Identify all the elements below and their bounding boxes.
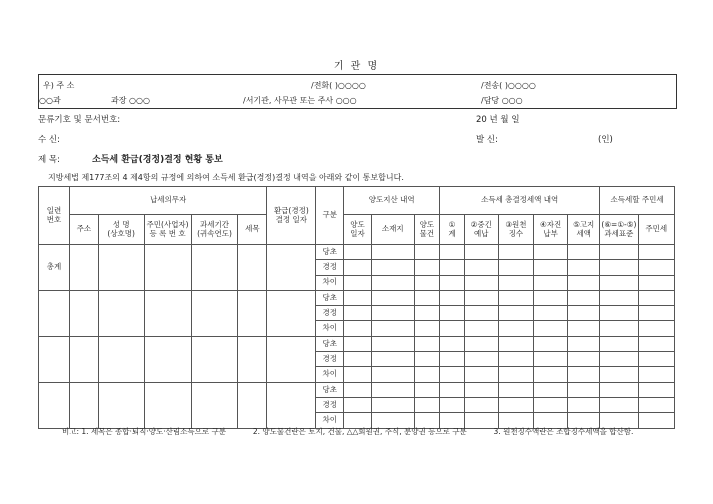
table-cell [440,352,465,367]
table-cell [267,336,316,382]
total-subheader: ① 계 [440,215,465,245]
table-cell [440,260,465,275]
table-cell [534,367,568,382]
table-cell [534,397,568,412]
table-cell [600,336,638,351]
table-cell [568,352,600,367]
fax-field: /전송( )○○○○ [481,81,536,90]
manager-field: /담당 ○○○ [481,96,523,105]
row-type-label: 당초 [316,245,344,260]
table-cell [568,397,600,412]
reg-no-subheader: 주민(사업자) 등 록 번 호 [144,215,191,245]
table-cell [371,367,414,382]
seal-mark: (인) [598,135,613,145]
table-cell [638,290,674,305]
table-cell [69,290,98,336]
table-cell [440,306,465,321]
table-cell [464,275,498,290]
table-cell [638,275,674,290]
table-cell [414,382,440,397]
table-row [39,245,675,260]
table-cell [39,382,70,428]
table-cell [600,275,638,290]
location-subheader: 소재지 [371,215,414,245]
table-cell [344,306,372,321]
table-cell [440,397,465,412]
table-cell [600,260,638,275]
table-cell [344,397,372,412]
table-cell [414,367,440,382]
row-type-label: 차이 [316,367,344,382]
subject-text: 소득세 환급(경정)결정 현황 통보 [92,155,223,165]
table-cell [144,245,191,291]
table-cell [98,336,144,382]
row-type-label: 경정 [316,352,344,367]
address-label: 우) 주 소 [43,81,75,90]
table-cell [191,290,238,336]
table-cell [238,245,267,291]
table-cell [414,336,440,351]
transfer-date-subheader: 양도 일자 [344,215,372,245]
table-cell [638,260,674,275]
table-cell [534,352,568,367]
phone-field: /전화( )○○○○ [311,81,366,90]
sender-label: 발 신: [476,135,498,145]
table-cell [371,352,414,367]
table-cell [534,336,568,351]
table-cell [39,336,70,382]
table-cell [191,245,238,291]
table-cell [344,245,372,260]
row-type-label: 경정 [316,306,344,321]
section-chief-field: 과장 ○○○ [111,96,150,105]
table-cell [371,290,414,305]
table-cell [498,290,533,305]
table-cell [498,352,533,367]
serial-header: 일련 번호 [39,187,70,245]
table-cell [69,245,98,291]
note-2: 2. 양도물건란은 토지, 건물, △△회원권, 주식, 분양권 등으로 구분 [252,427,467,436]
table-cell [568,382,600,397]
table-cell [498,275,533,290]
category-header: 구분 [316,187,344,245]
tax-item-subheader: 세목 [238,215,267,245]
table-cell [498,306,533,321]
table-cell [464,336,498,351]
table-cell [371,382,414,397]
table-cell [414,321,440,336]
row-type-label: 차이 [316,275,344,290]
table-cell [534,260,568,275]
table-cell [464,352,498,367]
table-cell [69,336,98,382]
table-cell [498,245,533,260]
income-tax-header: 소득세 총결정세액 내역 [440,187,600,215]
tax-period-subheader: 과세기간 (귀속연도) [191,215,238,245]
table-cell [600,245,638,260]
table-cell [638,352,674,367]
table-cell [568,290,600,305]
table-cell [464,397,498,412]
table-cell [440,275,465,290]
table-cell [344,290,372,305]
recipient-label: 수 신: [38,135,60,145]
table-cell [464,290,498,305]
interim-subheader: ②중긴 예납 [464,215,498,245]
table-cell [344,321,372,336]
table-cell [600,321,638,336]
table-cell [39,290,70,336]
table-cell [414,290,440,305]
transfer-assets-header: 양도지산 내역 [344,187,440,215]
table-cell [371,245,414,260]
note-1: 비고: 1. 세목은 종합·퇴직·양도·산림소득으로 구분 [62,427,227,436]
table-cell [371,397,414,412]
table-cell [464,382,498,397]
notice-tax-subheader: ⑤고지 세액 [568,215,600,245]
organization-title: 기 관 명 [333,61,380,72]
address-subheader: 주소 [69,215,98,245]
withholding-subheader: ③원천 징수 [498,215,533,245]
table-cell [498,367,533,382]
table-cell [600,382,638,397]
table-cell [600,290,638,305]
table-cell [414,397,440,412]
table-cell [371,306,414,321]
table-cell [344,260,372,275]
table-cell [498,382,533,397]
table-cell [98,290,144,336]
table-cell [534,321,568,336]
table-cell [344,336,372,351]
asset-type-subheader: 양도 물건 [414,215,440,245]
table-row [39,290,675,305]
table-cell [498,336,533,351]
table-cell [568,260,600,275]
table-cell [371,260,414,275]
table-cell [600,367,638,382]
row-type-label: 당초 [316,382,344,397]
table-cell [638,382,674,397]
date-field: 20 년 월 일 [476,115,520,125]
table-cell [414,260,440,275]
table-cell [144,336,191,382]
table-cell [191,382,238,428]
row-type-label: 경정 [316,397,344,412]
table-cell [440,321,465,336]
table-cell [638,321,674,336]
table-cell [568,275,600,290]
doc-number-label: 문류기호 및 문서번호: [38,115,121,125]
table-cell [638,245,674,260]
table-cell [464,321,498,336]
note-3: 3. 원천징수액란은 조합징수세액을 합산함. [493,427,634,436]
table-cell [638,397,674,412]
table-cell [191,336,238,382]
table-cell [498,321,533,336]
table-cell [440,382,465,397]
table-cell [568,245,600,260]
table-cell [344,367,372,382]
table-cell [238,382,267,428]
table-cell [238,290,267,336]
table-cell [238,336,267,382]
dept-field: ○○과 [39,96,61,105]
footnote [62,426,633,437]
table-cell [464,260,498,275]
table-cell [498,260,533,275]
table-cell [414,275,440,290]
table-cell [568,367,600,382]
table-cell [638,413,674,428]
table-cell [371,336,414,351]
table-cell [534,275,568,290]
table-cell [534,382,568,397]
table-cell [414,352,440,367]
subject-label: 제 목: [38,155,60,165]
table-cell [371,321,414,336]
self-payment-subheader: ④자진 납부 [534,215,568,245]
table-cell [568,336,600,351]
table-row [39,382,675,397]
row-type-label: 경정 [316,260,344,275]
tax-base-subheader: (⑥=①-⑤) 과세표준 [600,215,638,245]
refund-date-header: 환급(경정) 결정 일자 [267,187,316,245]
table-cell [534,290,568,305]
row-type-label: 차이 [316,321,344,336]
table-cell [440,290,465,305]
table-cell [144,382,191,428]
table-cell [371,275,414,290]
table-cell [464,306,498,321]
table-cell [344,275,372,290]
total-label: 총계 [39,245,70,291]
table-cell [534,306,568,321]
table-cell [69,382,98,428]
table-cell [600,397,638,412]
table-cell [267,382,316,428]
body-text: 지방세법 제177조의 4 제4항의 규정에 의하여 소득세 환급(경정)결정 내역을 아래와 같이 통보합니다. [48,173,404,182]
official-field: /서기관, 사무관 또는 주사 ○○○ [243,96,357,105]
table-cell [600,306,638,321]
table-cell [144,290,191,336]
table-cell [464,367,498,382]
table-cell [534,245,568,260]
table-cell [344,352,372,367]
table-cell [267,245,316,291]
address-box [38,74,677,109]
row-type-label: 당초 [316,290,344,305]
table-row [39,336,675,351]
refund-table [38,186,675,429]
table-cell [98,245,144,291]
resident-tax-subheader: 주민세 [638,215,674,245]
name-subheader: 성 명 (상호명) [98,215,144,245]
local-tax-header: 소득세할 주민세 [600,187,675,215]
row-type-label: 당초 [316,336,344,351]
table-cell [414,245,440,260]
table-cell [638,336,674,351]
table-cell [638,367,674,382]
table-cell [464,245,498,260]
table-cell [267,290,316,336]
table-cell [568,321,600,336]
row-type-label: 차이 [316,413,344,428]
table-cell [344,382,372,397]
table-cell [638,306,674,321]
taxpayer-header: 납세의무자 [69,187,266,215]
table-cell [440,336,465,351]
table-cell [440,367,465,382]
table-cell [498,397,533,412]
table-cell [440,245,465,260]
table-cell [414,306,440,321]
table-cell [568,306,600,321]
table-cell [98,382,144,428]
table-cell [600,352,638,367]
